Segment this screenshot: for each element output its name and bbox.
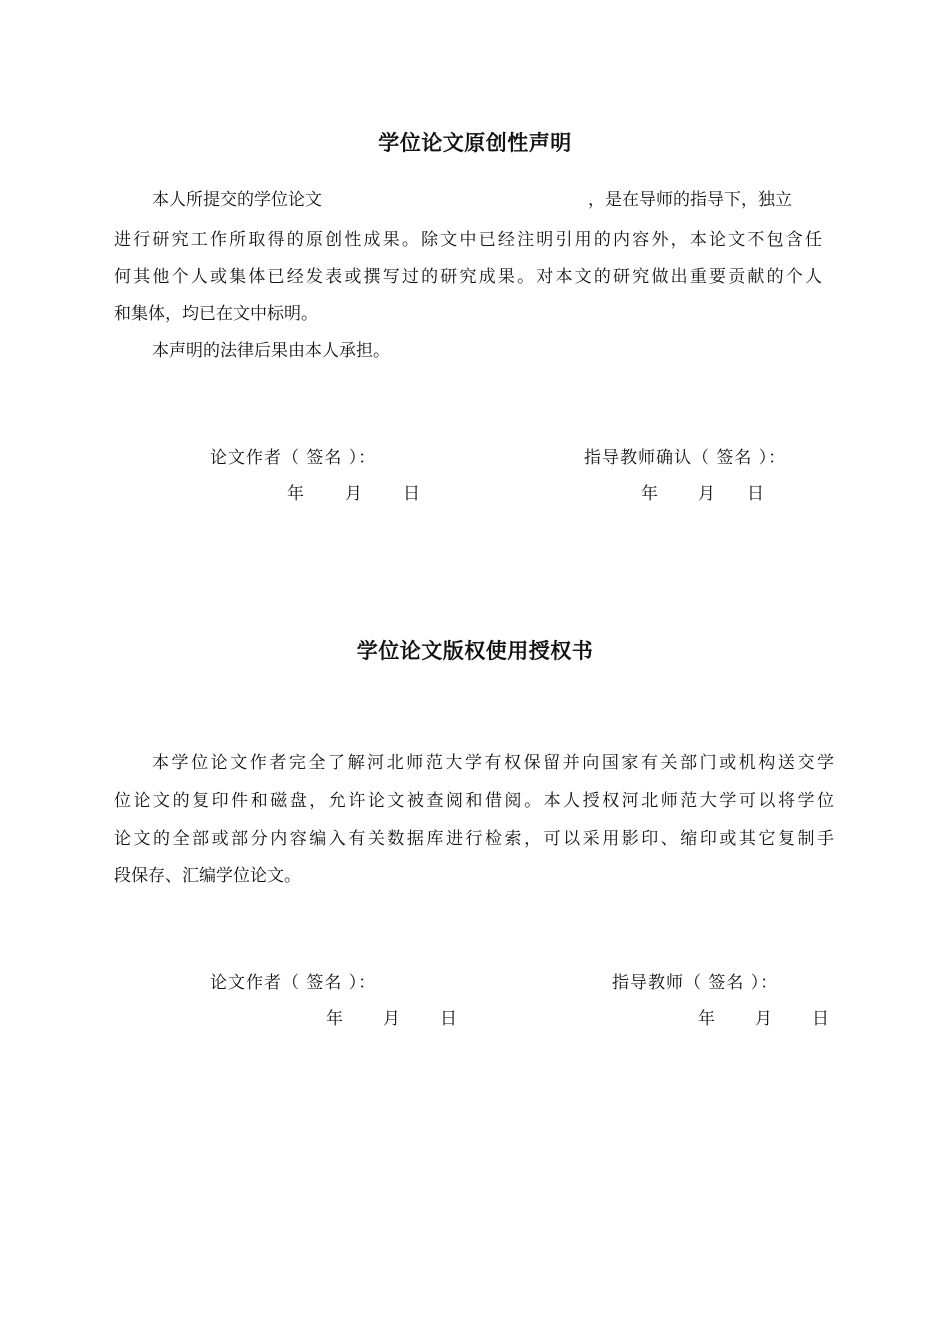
declaration-advisor-signature-label: 指导教师确认（ 签名 ）： [584,448,787,468]
date-month: 月 [755,1009,772,1029]
declaration-line-3: 何其他个人或集体已经发表或撰写过的研究成果。对本文的研究做出重要贡献的个人 [114,267,822,287]
date-month: 月 [698,484,715,504]
authorization-line-2: 位论文的复印件和磁盘，允许论文被查阅和借阅。本人授权河北师范大学可以将学位 [114,791,834,811]
date-year: 年 [326,1009,343,1029]
declaration-line-1a: 本人所提交的学位论文 [152,190,322,210]
authorization-advisor-date [698,1007,829,1031]
date-month: 月 [383,1009,400,1029]
declaration-author-date [287,482,420,506]
declaration-line-4: 和集体，均已在文中标明。 [114,304,318,324]
date-day: 日 [403,484,420,504]
date-month: 月 [345,484,362,504]
authorization-title: 学位论文版权使用授权书 [356,639,594,663]
authorization-author-date [326,1007,457,1031]
authorization-line-4: 段保存、汇编学位论文。 [114,866,301,886]
authorization-author-signature-label: 论文作者（ 签名 ）： [210,973,377,993]
authorization-line-1: 本学位论文作者完全了解河北师范大学有权保留并向国家有关部门或机构送交学 [152,753,834,773]
declaration-line-2: 进行研究工作所取得的原创性成果。除文中已经注明引用的内容外，本论文不包含任 [114,230,822,250]
declaration-title: 学位论文原创性声明 [378,131,572,155]
authorization-advisor-signature-label: 指导教师（ 签名 ）： [612,973,779,993]
date-year: 年 [698,1009,715,1029]
declaration-line-1b: ，是在导师的指导下，独立 [588,190,792,210]
declaration-para-2: 本声明的法律后果由本人承担。 [152,341,390,361]
declaration-advisor-date [641,482,764,506]
authorization-line-3: 论文的全部或部分内容编入有关数据库进行检索，可以采用影印、缩印或其它复制手 [114,829,834,849]
date-day: 日 [747,484,764,504]
date-year: 年 [641,484,658,504]
date-year: 年 [287,484,304,504]
date-day: 日 [812,1009,829,1029]
date-day: 日 [440,1009,457,1029]
declaration-author-signature-label: 论文作者（ 签名 ）： [210,448,377,468]
